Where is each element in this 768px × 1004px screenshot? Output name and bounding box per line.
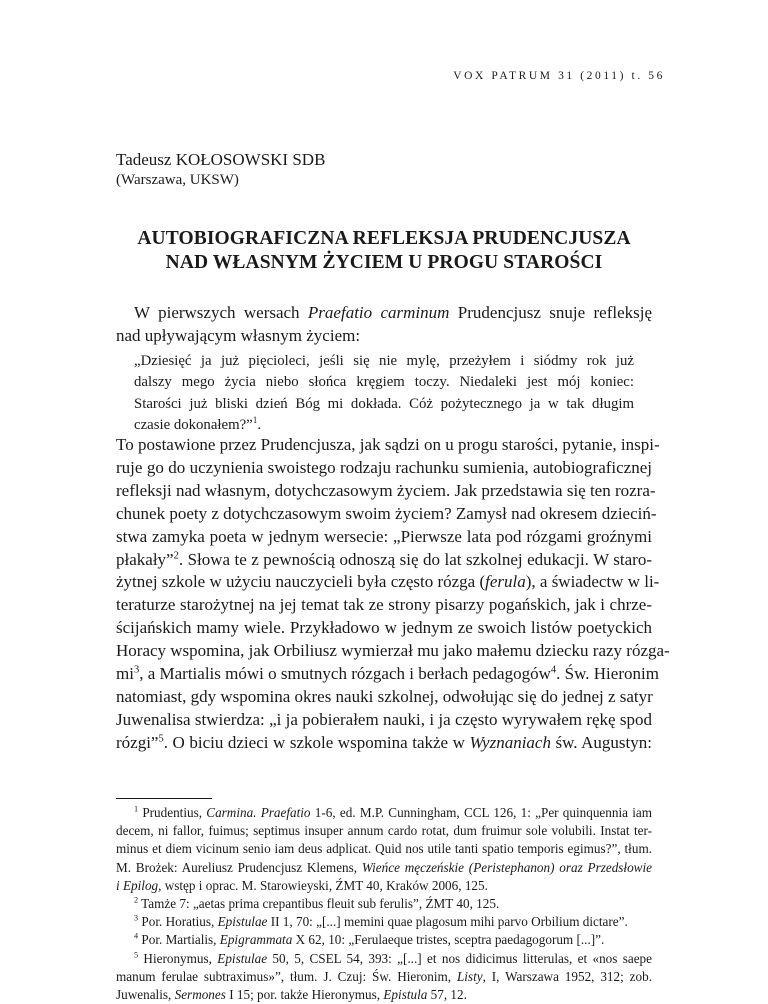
author-affiliation: (Warszawa, UKSW) [116,172,239,188]
footnote-line: M. Brożek: Aureliusz Prudencjusz Klemens, Wieńce męczeńskie (Peristephanon) oraz Przedsłowie [116,859,652,875]
text-line: teraturze starożytnej na jej temat tak ze strony pisarzy pogańskich, jak i chrze- [116,595,652,615]
footnote-ref: 3 [133,664,140,676]
text-line: Horacy wspomina, jak Orbiliusz wymierzał mu jako małemu dziecku razy rózga- [116,641,670,661]
text-line: ruje go do uczynienia swoistego rodzaju rachunku sumienia, autobiograficznej [116,457,652,477]
footnote-ref: 1 [252,414,258,425]
text-line: W pierwszych wersach Praefatio carminum Prudencjusz snuje refleksję [134,303,653,322]
footnote-ref: 5 [158,733,164,745]
title-line-2: NAD WŁASNYM ŻYCIEM U PROGU STAROŚCI [165,252,603,273]
author-name: Tadeusz KOŁOSOWSKI SDB [116,150,326,169]
footnote-4: $^4$ Por. Martialis, Epigrammata X 62, 10: „Ferulaeque tristes, sceptra paedagogorum [...]”. [134,932,605,948]
text-line: stwa zamyka poeta w jednym wersecie: „Pierwsze lata pod rózgami groźnymi [116,526,652,546]
footnote-line: manum ferulae subtraximus»”, tłum. J. Czuj: Św. Hieronim, Listy, I, Warszawa 1952, 312; zob. [116,968,652,984]
journal-header: VOX PATRUM 31 (2011) t. 56 [453,70,665,82]
text-line: ścijańskich mamy wiele. Przykładowo w jednym ze swoich listów poetyckich [116,618,652,638]
footnote-line: minus et diem vicinum senio iam deus adplicat. Quid nos utile tanti spatio temporis egimus?”, tłum. [116,841,652,857]
quote-line: Starości już bliski dzień Bóg mi dokłada. Cóż pożytecznego ja w tak długim [134,395,634,412]
footnotes [116,804,652,1004]
text-line: natomiast, gdy wspomina okres nauki szkolnej, odwołując się do jednej z satyr [116,686,653,706]
footnote-ref: 4 [550,664,557,676]
text-line: nad upływającym własnym życiem: [116,326,361,345]
quote-line: dalszy mego życia niebo słońca kręgiem toczy. Niedaleki jest mój koniec: [134,374,634,391]
footnote-separator [116,798,212,799]
footnote-1: $^1$ Prudentius, Carmina. Praefatio 1-6, ed. M.P. Cunningham, CCL 126, 1: „Per quinquennia iam [134,804,652,820]
footnote-3: $^3$ Por. Horatius, Epistulae II 1, 70: „[...] memini quae plagosum mihi parvo Orbilium dictare”. [134,913,628,930]
quote-line: czasie dokonałem?”$^1$. [134,414,262,433]
text-line: refleksji nad własnym, dotychczasowym życiem. Jak przedstawia się ten rozra- [116,480,656,500]
quote-line: „Dziesięć ja już pięcioleci, jeśli się nie mylę, przeżyłem i siódmy rok już [134,353,634,369]
body-paragraph [116,434,670,755]
footnote-2: $^2$ Tamże 7: „aetas prima crepantibus fleuit sub ferulis”, ŹMT 40, 125. [134,895,500,912]
text-line: rózgi”$^5$. O biciu dzieci w szkole wspomina także w Wyznaniach św. Augustyn: [116,732,652,752]
block-quote [134,351,634,436]
text-line: $mi^3$, a Martialis mówi o smutnych rózgach i berłach pedagogów$^4$. Św. Hieronim [116,664,659,684]
title-line-1: AUTOBIOGRAFICZNA REFLEKSJA PRUDENCJUSZA [137,228,631,249]
intro-paragraph [116,301,652,347]
text-line: To postawione przez Prudencjusza, jak sądzi on u progu starości, pytanie, inspi- [116,435,660,454]
text-line: żytnej szkole w użyciu nauczycieli była często rózga (ferula), a świadectw w li- [116,572,660,592]
footnote-line: decem, ni fallor, fuimus; septimus insuper annum cardo rotat, dum fruimur sole volubili. Instat ter- [116,823,652,839]
footnote-line: i Epilog, wstęp i oprac. M. Starowieyski, ŹMT 40, Kraków 2006, 125. [116,877,488,893]
footnote-5: $^5$ Hieronymus, Epistulae 50, 5, CSEL 54, 393: „[...] et nos didicimus litterulas, et «nos saepe [134,950,653,966]
text-line: chunek poety z dotychczasowym swoim życiem? Zamysł nad okresem dzieciń- [116,503,657,523]
text-line: Juwenalisa stwierdza: „i ja pobierałem nauki, i ja często wyrywałem rękę spod [116,709,652,729]
article-title [100,227,668,275]
footnote-ref: 2 [173,549,179,561]
text-line: płakały”$^2$. Słowa te z pewnością odnoszą się do lat szkolnej edukacji. W staro- [116,549,652,569]
footnote-line: Juwenalis, Sermones I 15; por. także Hieronymus, Epistula 57, 12. [116,987,467,1003]
